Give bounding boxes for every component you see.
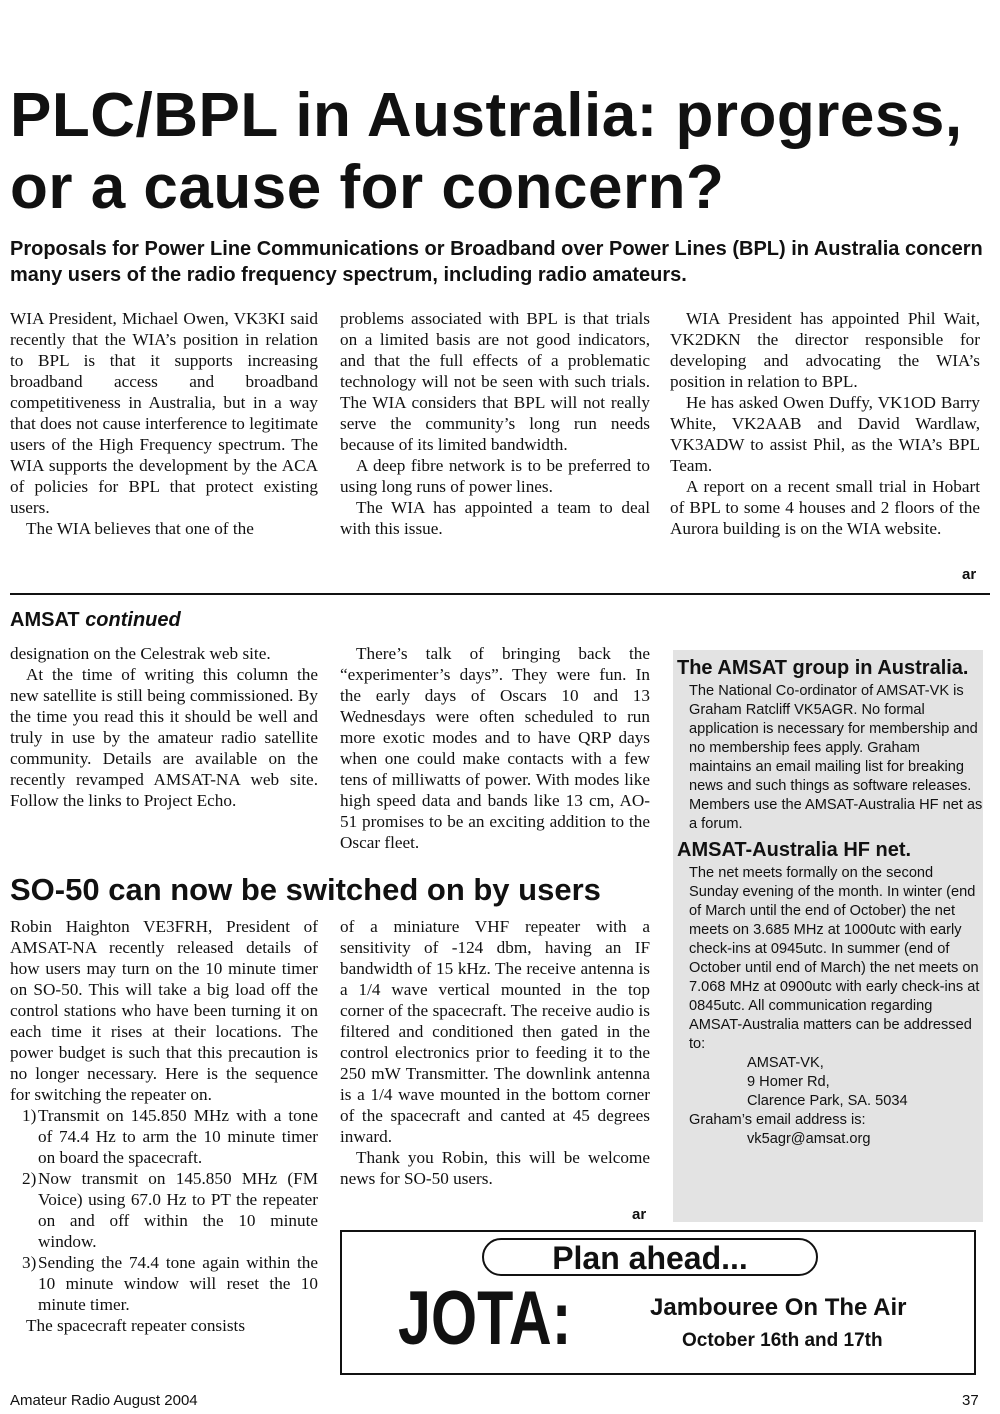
article-column-1 — [10, 308, 318, 539]
footer-publication: Amateur Radio August 2004 — [10, 1392, 198, 1409]
paragraph: WIA President has appointed Phil Wait, VK2DKN the director responsible for developing and advocating the WIA’s position in relation to BPL. — [670, 309, 980, 391]
address-line: Clarence Park, SA. 5034 — [747, 1093, 908, 1109]
sidebar-heading: The AMSAT group in Australia. — [677, 657, 969, 679]
email-label: Graham’s email address is: — [689, 1112, 866, 1128]
address-line: 9 Homer Rd, — [747, 1074, 830, 1090]
page-number: 37 — [962, 1392, 979, 1409]
article-column-3 — [670, 308, 980, 539]
sidebar-text: The National Co-ordinator of AMSAT-VK is Graham Ratcliff VK5AGR. No formal application is necessary for membership and no membership fees apply. Graham maintains an email mailing list for breaking news and such things as software releases. Members use the AMSAT-Australia HF net as a forum. — [689, 683, 983, 832]
step-number: 3) — [22, 1253, 37, 1272]
so50-column-2 — [340, 916, 650, 1189]
amsat-column-1 — [10, 643, 318, 811]
list-item — [10, 1252, 318, 1315]
steps-list — [10, 1105, 318, 1315]
jota-full-name: Jambouree On The Air — [650, 1294, 907, 1321]
step-text: Now transmit on 145.850 MHz (FM Voice) using 67.0 Hz to PT the repeater on and off within the 10 minute window. — [38, 1169, 318, 1251]
paragraph: There’s talk of bringing back the “experimenter’s days”. They were fun. In the early days of Oscars 10 and 13 Wednesdays were often scheduled to run more exotic modes and to have QRP days when one could make contacts with a few tens of milliwatts of power. With modes like high speed data and bands like 13 cm, AO-51 promises to be an exciting addition to the Oscar fleet. — [340, 644, 650, 852]
paragraph: Robin Haighton VE3FRH, President of AMSAT-NA recently released details of how users may turn on the 10 minute timer on SO-50. This will take a big load off the control stations who have been turning it on each time it rises at their locations. The power budget is such that this precaution is no longer necessary. Here is the sequence for switching the repeater on. — [10, 917, 318, 1104]
paragraph: of a miniature VHF repeater with a sensitivity of -124 dbm, having an IF bandwidth of 15 kHz. The receive antenna is a 1/4 wave vertical mounted in the top corner of the spacecraft. The receive audio is filtered and conditioned then gated in the control electronics prior to feeding it to the 250 mW Transmitter. The downlink antenna is a 1/4 wave mounted in the bottom corner of the spacecraft and canted at 45 degrees inward. — [340, 917, 650, 1146]
step-number: 1) — [22, 1106, 37, 1125]
article-column-2 — [340, 308, 650, 539]
end-mark: ar — [632, 1206, 647, 1223]
heading-text: AMSAT — [10, 609, 80, 631]
paragraph: At the time of writing this column the new satellite is still being commissioned. By the time you read this it should be well and truly in use by the amateur radio satellite community. Details are available on the recently revamped AMSAT-NA web site. Follow the links to Project Echo. — [10, 665, 318, 810]
email-address: vk5agr@amsat.org — [747, 1131, 871, 1147]
amsat-column-2 — [340, 643, 650, 853]
paragraph: problems associated with BPL is that trials on a limited basis are not good indicators, and that the full effects of a problematic technology will not be seen with such trials. The WIA considers that BPL will not really serve the community’s long run needs because of its limited bandwidth. — [340, 309, 650, 454]
jota-advertisement — [340, 1230, 976, 1375]
paragraph: designation on the Celestrak web site. — [10, 644, 271, 663]
end-mark: ar — [962, 566, 977, 583]
list-item — [10, 1105, 318, 1168]
paragraph: The WIA has appointed a team to deal with this issue. — [340, 498, 650, 538]
jota-title: JOTA: — [398, 1276, 572, 1361]
section-divider — [10, 593, 990, 595]
step-text: Sending the 74.4 tone again within the 10 minute window will reset the 10 minute timer. — [38, 1253, 318, 1314]
paragraph: A report on a recent small trial in Hobart of BPL to some 4 houses and 2 floors of the Aurora building is on the WIA website. — [670, 477, 980, 538]
article-deck: Proposals for Power Line Communications or Broadband over Power Lines (BPL) in Australia concern many users of the radio frequency spectrum, including radio amateurs. — [10, 238, 983, 286]
sidebar-text: The net meets formally on the second Sunday evening of the month. In winter (end of March until the end of October) the net meets on 3.685 MHz at 1000utc with early check-ins at 0945utc. In summer (end of October until end of March) the net meets on 7.068 MHz at 0900utc with early check-ins at 0845utc. All communication regarding AMSAT-Australia matters can be addressed to: — [689, 865, 980, 1052]
amsat-sidebar — [673, 650, 983, 1222]
step-text: Transmit on 145.850 MHz with a tone of 74.4 Hz to arm the 10 minute timer on board the spacecraft. — [38, 1106, 318, 1167]
paragraph: WIA President, Michael Owen, VK3KI said recently that the WIA’s position in relation to BPL is that it supports increasing broadband access and broadband competitiveness in Australia, but in a way that does not cause interference to legitimate users of the High Frequency spectrum. The WIA supports the development by the ACA of policies for BPL that protect existing users. — [10, 309, 318, 517]
article-title: PLC/BPL in Australia: progress, or a cause for concern? — [10, 81, 963, 222]
plan-ahead-banner: Plan ahead... — [482, 1238, 818, 1276]
address-line: AMSAT-VK, — [747, 1055, 824, 1071]
section-heading-amsat — [10, 609, 181, 632]
so50-column-1 — [10, 916, 318, 1336]
sidebar-heading: AMSAT-Australia HF net. — [677, 839, 912, 861]
paragraph: The WIA believes that one of the — [26, 519, 254, 538]
jota-dates: October 16th and 17th — [682, 1330, 883, 1351]
section-heading-so50: SO-50 can now be switched on by users — [10, 872, 601, 907]
list-item — [10, 1168, 318, 1252]
heading-italic: continued — [85, 609, 181, 631]
step-number: 2) — [22, 1169, 37, 1188]
paragraph: The spacecraft repeater consists — [26, 1316, 246, 1335]
paragraph: He has asked Owen Duffy, VK1OD Barry White, VK2AAB and David Wardlaw, VK3ADW to assist Phil, as the WIA’s BPL Team. — [670, 393, 980, 475]
paragraph: Thank you Robin, this will be welcome news for SO-50 users. — [340, 1148, 650, 1188]
paragraph: A deep fibre network is to be preferred to using long runs of power lines. — [340, 456, 650, 496]
